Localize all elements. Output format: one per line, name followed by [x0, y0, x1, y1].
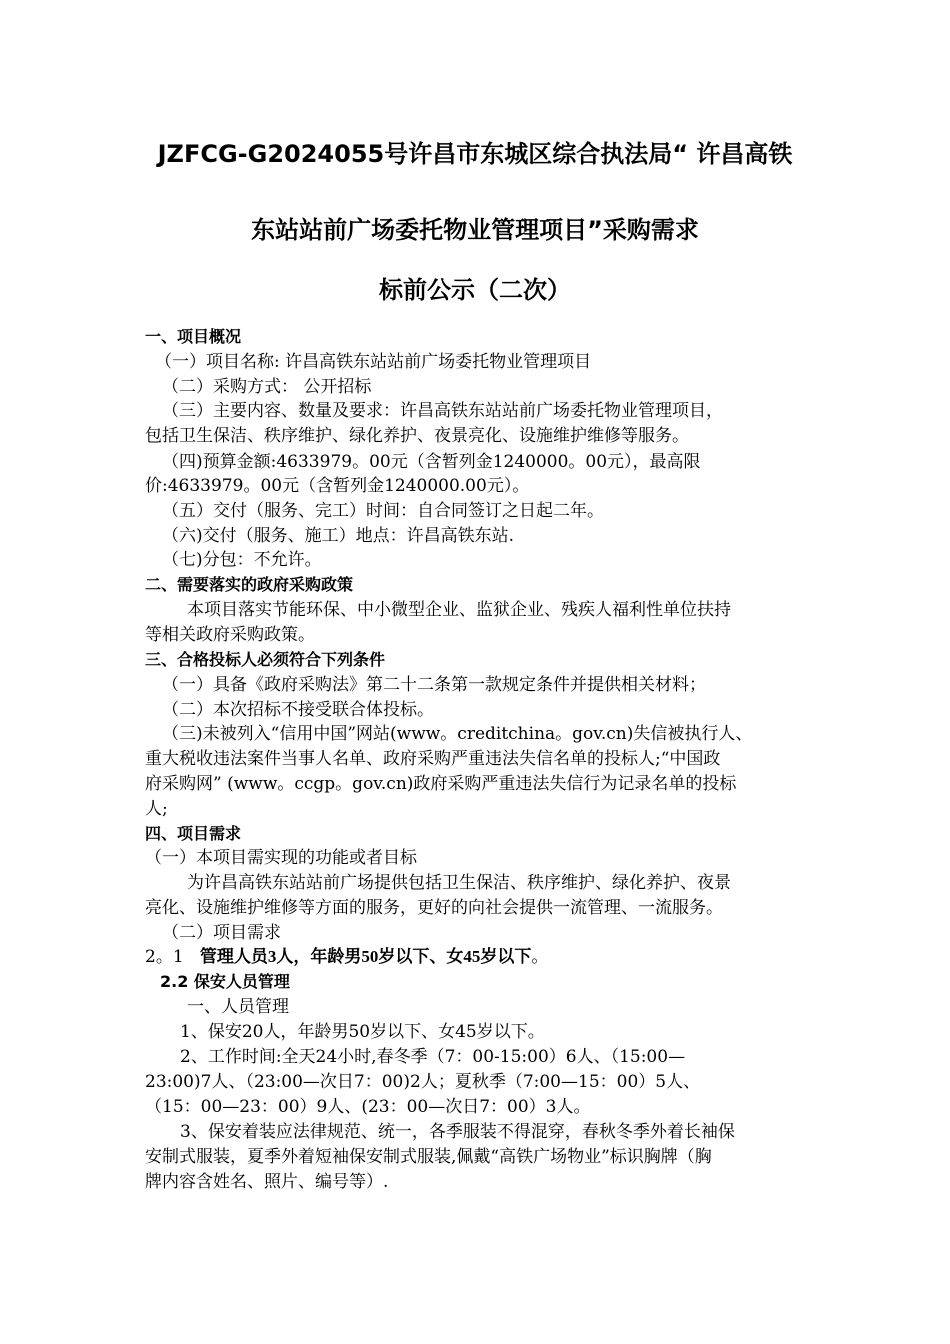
item-2-1: [145, 946, 548, 968]
section-3-heading: 三、合格投标人必须符合下列条件: [145, 650, 386, 669]
paragraph-line: （二）本次招标不接受联合体投标。: [162, 700, 434, 720]
paragraph-line: 等相关政府采购政策。: [145, 625, 315, 645]
paragraph-line: （六)交付（服务、施工）地点：许昌高铁东站.: [162, 526, 515, 546]
paragraph-line: 1、保安20人，年龄男50岁以下、女45岁以下。: [180, 1022, 545, 1042]
paragraph-line: （七)分包：不允许。: [162, 550, 322, 570]
paragraph-line: 为许昌高铁东站站前广场提供包括卫生保洁、秩序维护、绿化养护、夜景: [187, 873, 731, 893]
paragraph-line: 价:4633979。00元（含暂列金1240000.00元）。: [145, 476, 530, 496]
item-2-1-end: 。: [531, 947, 549, 967]
item-2-1-number: 2。1: [145, 947, 184, 967]
paragraph-line: （一）项目名称: 许昌高铁东站站前广场委托物业管理项目: [155, 352, 592, 372]
section-1-heading: 一、项目概况: [145, 327, 242, 346]
paragraph-line: 重大税收违法案件当事人名单、政府采购严重违法失信名单的投标人;“中国政: [145, 749, 721, 769]
paragraph-line: （五）交付（服务、完工）时间：自合同签订之日起二年。: [162, 501, 604, 521]
paragraph-line: 人;: [145, 799, 168, 819]
paragraph-line: 3、保安着装应法律规范、统一，各季服装不得混穿，春秋冬季外着长袖保: [180, 1122, 735, 1142]
document-title-line-1: JZFCG-G2024055号许昌市东城区综合执法局“ 许昌高铁: [157, 140, 793, 168]
section-2-heading: 二、需要落实的政府采购政策: [145, 575, 354, 594]
paragraph-line: 牌内容含姓名、照片、编号等）.: [145, 1172, 389, 1192]
paragraph-line: 府采购网” (www。ccgp。gov.cn)政府采购严重违法失信行为记录名单的投标: [145, 774, 737, 794]
paragraph-line: 安制式服装，夏季外着短袖保安制式服装,佩戴“高铁广场物业”标识胸牌（胸: [145, 1147, 712, 1167]
paragraph-line: （15：00—23：00）9人、(23：00—次日7：00）3人。: [145, 1097, 591, 1117]
paragraph-line: （四)预算金额:4633979。00元（含暂列金1240000。00元），最高限: [162, 452, 701, 472]
document-title-line-2: 东站站前广场委托物业管理项目”采购需求: [251, 216, 699, 244]
item-2-1-text: 管理人员3人，年龄男50岁以下、女45岁以下: [199, 947, 532, 966]
document-title-line-3: 标前公示（二次）: [379, 276, 571, 304]
paragraph-line: （一）本项目需实现的功能或者目标: [145, 848, 417, 868]
paragraph-line: 包括卫生保洁、秩序维护、绿化养护、夜景亮化、设施维护维修等服务。: [145, 426, 689, 446]
section-4-heading: 四、项目需求: [145, 824, 242, 843]
paragraph-line: 2、工作时间:全天24小时,春冬季（7：00-15:00）6人、（15:00—: [180, 1047, 686, 1067]
paragraph-line: （二）采购方式： 公开招标: [162, 377, 372, 397]
paragraph-line: 亮化、设施维护维修等方面的服务，更好的向社会提供一流管理、一流服务。: [145, 898, 723, 918]
paragraph-line: （三)未被列入“信用中国”网站(www。creditchina。gov.cn)失信被执行人、: [162, 724, 753, 744]
paragraph-line: （三）主要内容、数量及要求：许昌高铁东站站前广场委托物业管理项目，: [162, 401, 723, 421]
paragraph-line: （一）具备《政府采购法》第二十二条第一款规定条件并提供相关材料；: [162, 675, 706, 695]
paragraph-line: （二）项目需求: [162, 923, 281, 943]
paragraph-line: 23:00)7人、（23:00—次日7：00)2人；夏秋季（7:00—15：00）5人、: [145, 1072, 701, 1092]
paragraph-line: 一、人员管理: [187, 997, 289, 1017]
paragraph-line: 本项目落实节能环保、中小微型企业、监狱企业、残疾人福利性单位扶持: [187, 600, 731, 620]
item-2-2-heading: 2.2 保安人员管理: [160, 972, 290, 991]
